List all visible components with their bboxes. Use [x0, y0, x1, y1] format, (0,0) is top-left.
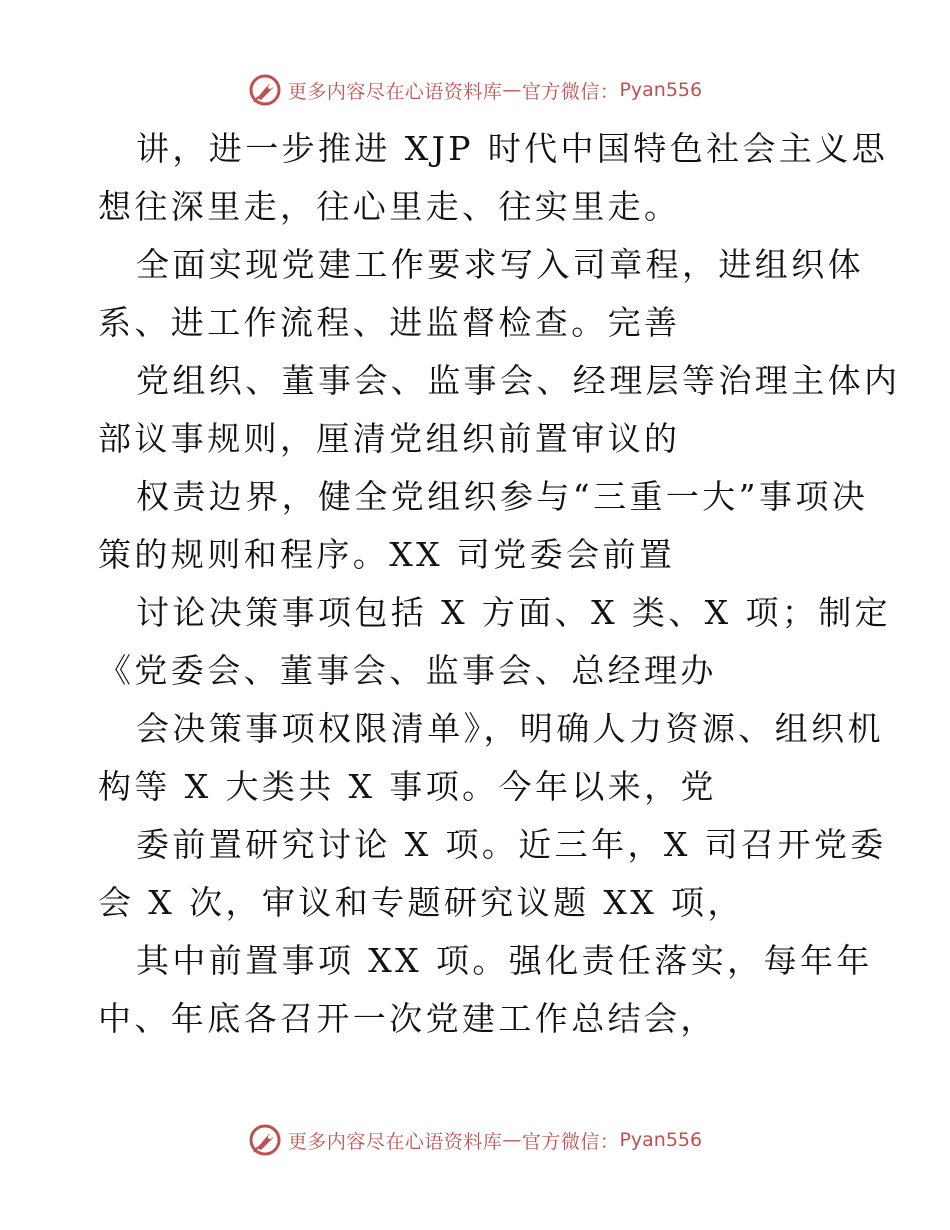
watermark-wechat-label: 官方微信： — [521, 80, 620, 103]
body-line: 想往深里走，往心里走、往实里走。 — [98, 187, 681, 226]
body-line: 讨论决策事项包括 X 方面、X 类、X 项；制定 — [136, 593, 892, 632]
body-line: 部议事规则，厘清党组织前置审议的 — [98, 419, 681, 458]
footer-watermark — [0, 1120, 950, 1160]
header-watermark — [0, 70, 950, 110]
pen-nib-circle-icon — [248, 73, 282, 107]
body-line: 全面实现党建工作要求写入司章程，进组织体 — [136, 245, 864, 284]
body-line: 权责边界，健全党组织参与“三重一大”事项决 — [136, 477, 869, 516]
watermark-wechat-id: Pyan556 — [619, 1129, 703, 1151]
body-line: 构等 X 大类共 X 事项。今年以来，党 — [98, 767, 717, 806]
watermark-wechat-id: Pyan556 — [619, 79, 703, 101]
body-line: 中、年底各召开一次党建工作总结会， — [98, 999, 717, 1038]
document-body — [98, 120, 901, 1048]
body-line: 《党委会、董事会、监事会、总经理办 — [98, 651, 717, 690]
body-line: 讲，进一步推进 XJP 时代中国特色社会主义思 — [136, 129, 889, 168]
body-line: 委前置研究讨论 X 项。近三年，X 司召开党委 — [136, 825, 887, 864]
watermark-text: 更多内容尽在心语资料库 — [287, 80, 503, 103]
body-line: 会决策事项权限清单》，明确人力资源、组织机 — [136, 709, 884, 748]
body-line: 会 X 次，审议和专题研究议题 XX 项， — [98, 883, 744, 922]
body-line: 策的规则和程序。XX 司党委会前置 — [98, 535, 676, 574]
watermark-dash: — — [502, 1129, 522, 1151]
body-line: 系、进工作流程、进监督检查。完善 — [98, 303, 681, 342]
body-line: 其中前置事项 XX 项。强化责任落实，每年年 — [136, 941, 873, 980]
pen-nib-circle-icon — [248, 1123, 282, 1157]
body-line: 党组织、董事会、监事会、经理层等治理主体内 — [136, 361, 901, 400]
watermark-dash: — — [502, 79, 522, 101]
watermark-text: 更多内容尽在心语资料库 — [287, 1130, 503, 1153]
watermark-wechat-label: 官方微信： — [521, 1130, 620, 1153]
